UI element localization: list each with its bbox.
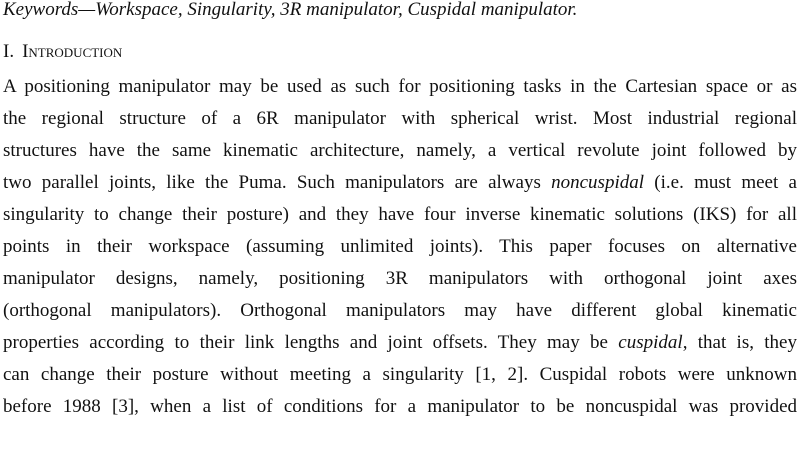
section-number: I. [3, 41, 15, 62]
text-line: before 1988 [3], when a list of conditions for a manipulator to be noncuspidal was provided [3, 396, 797, 417]
text-line: the regional structure of a 6R manipulator with spherical wrist. Most industrial regional [3, 108, 797, 129]
text-line: A positioning manipulator may be used as such for positioning tasks in the Cartesian space or as [3, 76, 797, 97]
text-line: (orthogonal manipulators). Orthogonal manipulators may have different global kinematic [3, 300, 797, 321]
text-segment: properties according to their link lengths and joint offsets. They may be [3, 332, 619, 353]
text-line: points in their workspace (assuming unlimited joints). This paper focuses on alternative [3, 236, 797, 257]
section-heading [3, 41, 122, 63]
text-segment: , that is, they [682, 332, 797, 353]
text-line: manipulator designs, namely, positioning 3R manipulators with orthogonal joint axes [3, 268, 797, 289]
text-line: singularity to change their posture) and they have four inverse kinematic solutions (IKS) for all [3, 204, 797, 225]
italic-term: cuspidal [618, 332, 683, 353]
text-line [3, 167, 797, 199]
text-line: structures have the same kinematic architecture, namely, a vertical revolute joint followed by [3, 140, 797, 161]
body-paragraph [3, 71, 797, 423]
section-title: Introduction [22, 41, 123, 62]
italic-term: noncuspidal [551, 172, 645, 193]
keywords-line: Keywords—Workspace, Singularity, 3R manipulator, Cuspidal manipulator. [3, 0, 578, 20]
text-line [3, 327, 797, 359]
text-segment: (i.e. must meet a [644, 172, 797, 193]
text-line: can change their posture without meeting a singularity [1, 2]. Cuspidal robots were unknown [3, 364, 797, 385]
text-segment: two parallel joints, like the Puma. Such manipulators are always [3, 172, 552, 193]
